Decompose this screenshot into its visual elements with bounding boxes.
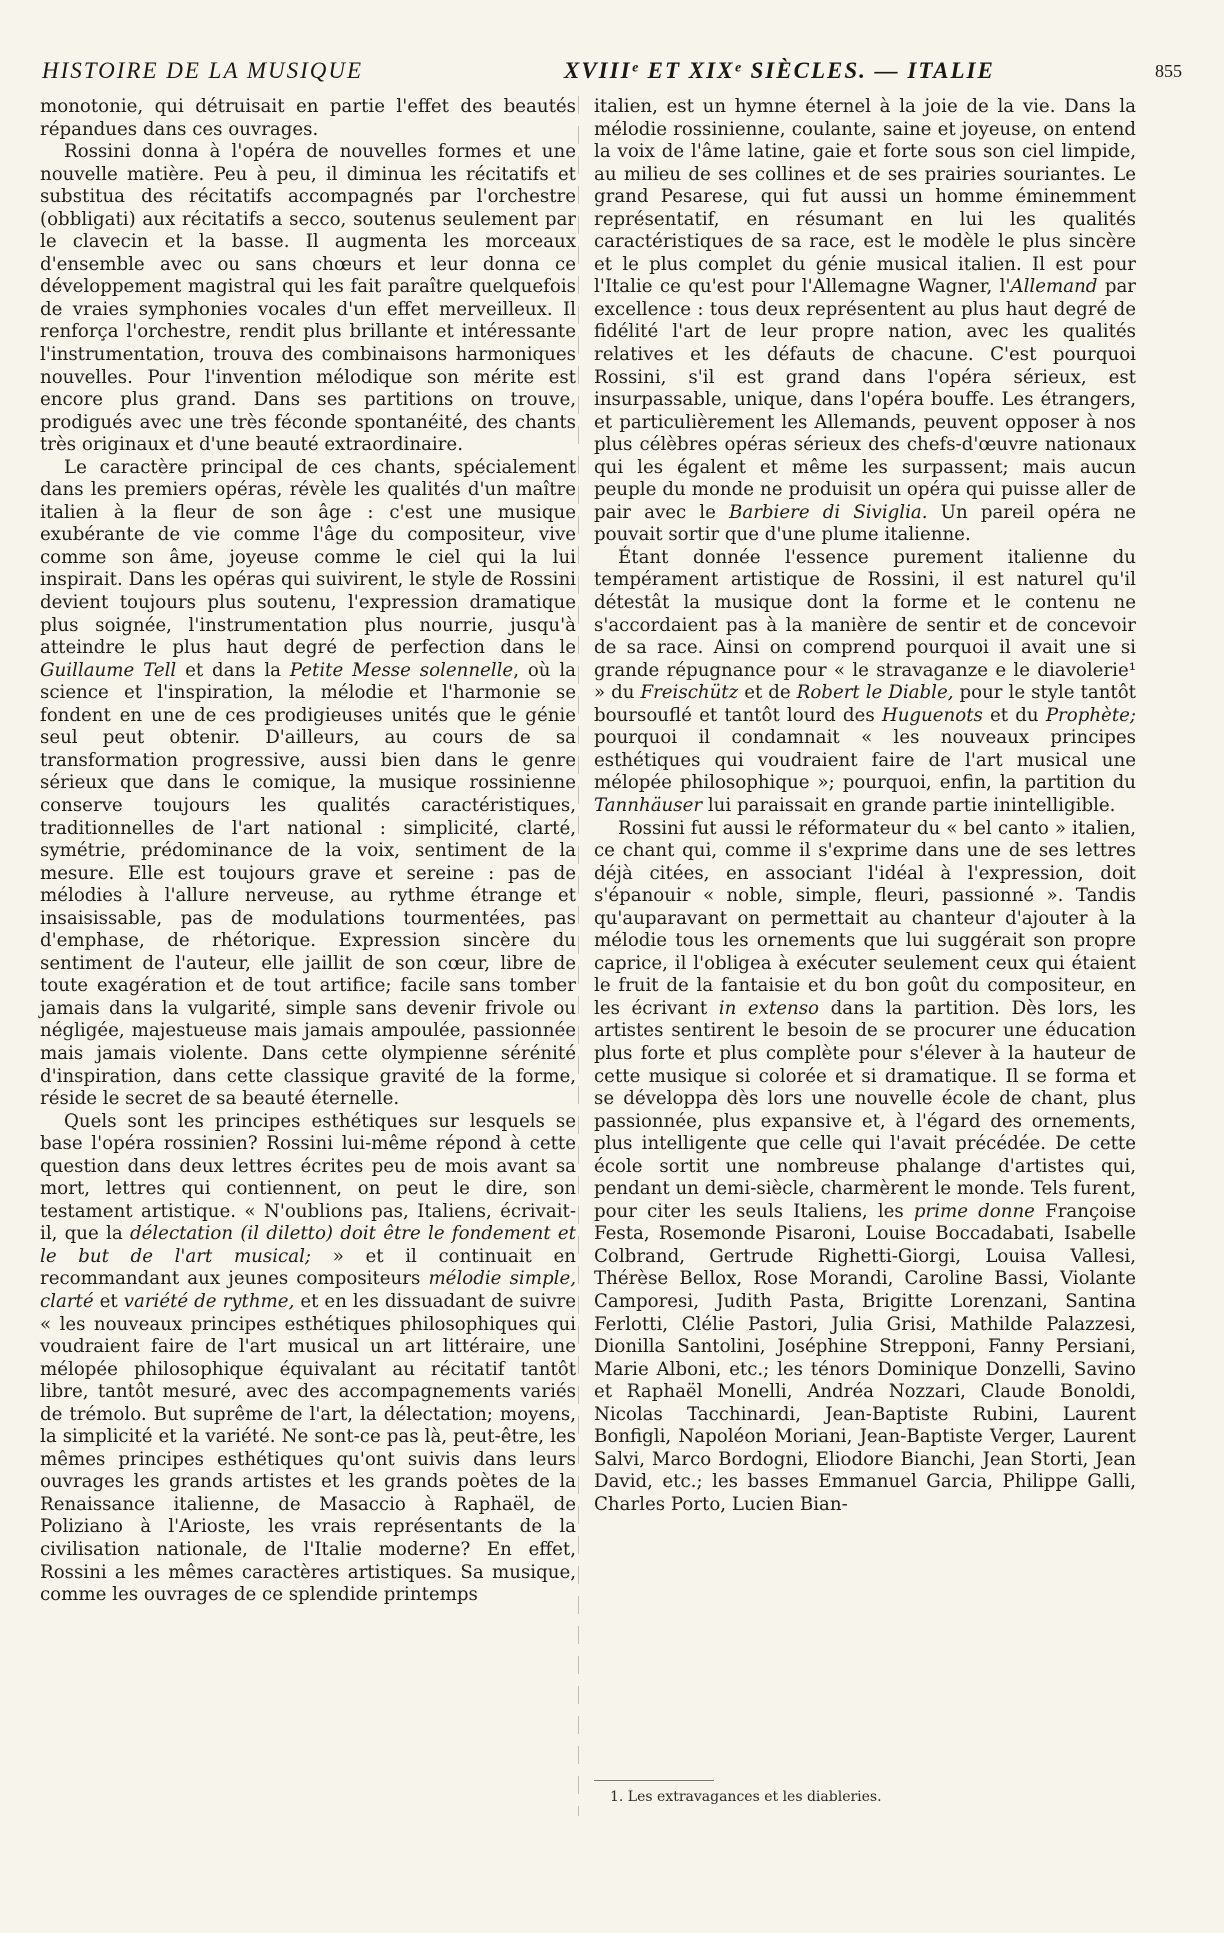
footnote-rule xyxy=(594,1780,714,1781)
paragraph: monotonie, qui détruisait en partie l'effet des beautés répandues dans ces ouvrages. xyxy=(40,96,576,140)
work-title: Barbiere di Siviglia. xyxy=(729,501,928,523)
paragraph: Quels sont les principes esthétiques sur lesquels se base l'opéra rossinien? Rossini lui-même répond à cette question dans deux lettres écrites peu de mois avant sa mort, lettres qui contiennent, on peut le dire, son testament artistique. « N'oublions pas, Italiens, écrivait-il, que la délectation (il diletto) doit être le fondement et le but de l'art musical; » et il continuait en recommandant aux jeunes compositeurs mélodie simple, clarté et variété de rythme, et en les dissuadant de suivre « les nouveaux principes esthétiques philosophiques qui voudraient faire de l'art musical un art littéraire, une mélopée philosophique équivalant au récitatif tantôt libre, tantôt mesuré, avec des accompagnements variés de trémolo. But suprême de l'art, la délectation; moyens, la simplicité et la variété. Ne sont-ce pas là, peut-être, les mêmes principes esthétiques qu'ont suivis dans leurs ouvrages les grands artistes et les grands poètes de la Renaissance italienne, de Masaccio à Raphaël, de Poliziano à l'Arioste, les vrais représentants de la civilisation nationale, de l'Italie moderne? En effet, Rossini a les mêmes caractères artistiques. Sa musique, comme les ouvrages de ce splendide printemps xyxy=(40,1110,577,1606)
page-number: 855 xyxy=(1155,61,1182,81)
work-title: Huguenots xyxy=(881,704,983,726)
work-title: Robert le Diable, xyxy=(796,682,954,704)
paragraph: Le caractère principal de ces chants, spécialement dans les premiers opéras, révèle les qualités d'un maître italien à la fleur de son âge : c'est une musique exubérante de vie comme l'âge du compositeur, vive comme son âme, joyeuse comme le ciel qui la lui inspirait. Dans les opéras qui suivirent, le style de Rossini devient toujours plus soutenu, l'expression dramatique plus soignée, l'instrumentation plus nourrie, jusqu'à atteindre le plus haut degré de perfection dans le Guillaume Tell et dans la Petite Messe solennelle, où la science et l'inspiration, la mélodie et l'harmonie se fondent en une de ces prodigieuses unités que le génie seul peut obtenir. D'ailleurs, au cours de sa transformation progressive, aussi bien dans le genre sérieux que dans le comique, la musique rossinienne conserve toujours les qualités caractéristiques, traditionnelles de l'art national : simplicité, clarté, symétrie, prédominance de la voix, sentiment de la mesure. Elle est toujours grave et sereine : pas de mélodies à l'allure nerveuse, au rythme étrange et insaisissable, pas de modulations tourmentées, pas d'emphase, de rhétorique. Expression sincère du sentiment de l'auteur, elle jaillit de son cœur, libre de toute exagération et de tout artifice; facile sans tomber jamais dans la vulgarité, simple sans devenir frivole ou négligée, majestueuse mais jamais ampoulée, passionnée mais jamais violente. Dans cette olympienne sérénité d'inspiration, dans cette classique gravité de la forme, réside le secret de sa beauté éternelle. xyxy=(40,456,576,1110)
footnote: 1. Les extravagances et les diableries. xyxy=(610,1789,882,1805)
left-column xyxy=(40,96,576,1607)
running-header xyxy=(42,58,1182,88)
work-title: Guillaume Tell xyxy=(40,659,177,681)
header-title: HISTOIRE DE LA MUSIQUE xyxy=(42,58,364,83)
header-section: XVIIIᵉ ET XIXᵉ SIÈCLES. — ITALIE xyxy=(564,58,995,83)
quote-italic: variété de rythme, xyxy=(123,1290,295,1312)
work-title: Tannhäuser xyxy=(594,794,703,816)
paragraph: italien, est un hymne éternel à la joie de la vie. Dans la mélodie rossinienne, coulante, saine et joyeuse, on entend la voix de l'âme latine, gaie et forte sous son ciel limpide, au milieu de ses collines et de ses prairies souriantes. Le grand Pesarese, qui fut aussi un homme éminemment représentatif, en résumant en lui les qualités caractéristiques de sa race, est le modèle le plus sincère et le plus complet du génie musical italien. Il est pour l'Italie ce qu'est pour l'Allemagne Wagner, l'Allemand par excellence : tous deux représentent au plus haut degré de fidélité l'art de leur propre nation, avec les qualités relatives et les défauts de chacune. C'est pourquoi Rossini, s'il est grand dans l'opéra sérieux, est insurpassable, unique, dans l'opéra bouffe. Les étrangers, et particulièrement les Allemands, peuvent opposer à nos plus célèbres opéras sérieux des chefs-d'œuvre nationaux qui les égalent et même les surpassent; mais aucun peuple du monde ne produisit un opéra qui puisse aller de pair avec le Barbiere di Siviglia. Un pareil opéra ne pouvait sortir que d'une plume italienne. xyxy=(594,96,1136,546)
paragraph: Rossini fut aussi le réformateur du « bel canto » italien, ce chant qui, comme il s'exprime dans une de ses lettres déjà citées, en associant l'idéal à l'expression, doit s'épanouir « noble, simple, fleuri, passionné ». Tandis qu'auparavant on permettait au chanteur d'ajouter à la mélodie tous les ornements que lui suggérait son propre caprice, il l'obligea à exécuter seulement ceux qui étaient le fruit de la fantaisie et du bon goût du compositeur, en les écrivant in extenso dans la partition. Dès lors, les artistes sentirent le besoin de se procurer une éducation plus forte et plus complète pour s'élever à la hauteur de cette musique si colorée et si dramatique. Il se forma et se développa dès lors une nouvelle école de chant, plus passionnée, plus expansive et, à l'égard des ornements, plus intelligente que celle qui l'avait précédée. De cette école sortit une nombreuse phalange d'artistes qui, pendant un demi-siècle, charmèrent le monde. Tels furent, pour citer les seuls Italiens, les prime donne Françoise Festa, Rosemonde Pisaroni, Louise Boccadabati, Isabelle Colbrand, Gertrude Righetti-Giorgi, Louisa Vallesi, Thérèse Bellox, Rose Morandi, Caroline Bassi, Violante Camporesi, Judith Pasta, Brigitte Lorenzani, Santina Ferlotti, Clélie Pastori, Julia Grisi, Mathilde Palazzesi, Dionilla Santolini, Joséphine Strepponi, Fanny Persiani, Marie Alboni, etc.; les ténors Dominique Donzelli, Savino et Raphaël Monelli, Andréa Nozzari, Claude Bonoldi, Nicolas Tacchinardi, Jean-Baptiste Rubini, Laurent Bonfigli, Napoléon Moriani, Jean-Baptiste Verger, Laurent Salvi, Marco Bordogni, Eliodore Bianchi, Jean Storti, Jean David, etc.; les basses Emmanuel Garcia, Philippe Galli, Charles Porto, Lucien Bian- xyxy=(594,817,1136,1515)
paragraph: Étant donnée l'essence purement italienne du tempérament artistique de Rossini, il est naturel qu'il détestât la musique dont la forme et le contenu ne s'accordaient pas à la manière de sentir et de concevoir de sa race. Ainsi on comprend pourquoi il avait une si grande répugnance pour « le stravaganze e le diavolerie¹ » du Freischütz et de Robert le Diable, pour le style tantôt boursouflé et tantôt lourd des Huguenots et du Prophète; pourquoi il condamnait « les nouveaux principes esthétiques qui voudraient faire de l'art musical une mélopée philosophique »; pourquoi, enfin, la partition du Tannhäuser lui paraissait en grande partie inintelligible. xyxy=(594,546,1137,816)
work-title: Prophète; xyxy=(1045,704,1137,726)
right-column xyxy=(594,96,1136,1516)
italic-term: in extenso xyxy=(718,997,820,1019)
quote-italic: mélodie simple, clarté xyxy=(40,1268,576,1312)
italic-term: prime donne xyxy=(913,1200,1035,1222)
quote-italic: délectation (il diletto) doit être le fondement et le but de l'art musical; xyxy=(40,1223,576,1267)
italic-term: Allemand xyxy=(1010,276,1098,298)
paragraph: Rossini donna à l'opéra de nouvelles formes et une nouvelle matière. Peu à peu, il diminua les récitatifs et substitua des récitatifs accompagnés par l'orchestre (obbligati) aux récitatifs a secco, soutenus seulement par le clavecin et la basse. Il augmenta les morceaux d'ensemble avec ou sans chœurs et leur donna ce développement magistral qui les fait paraître quelquefois de vraies symphonies vocales d'un effet merveilleux. Il renforça l'orchestre, rendit plus brillante et intéressante l'instrumentation, trouva des combinaisons harmoniques nouvelles. Pour l'invention mélodique son mérite est encore plus grand. Dans ses partitions on trouve, prodigués avec une très féconde spontanéité, des chants très originaux et d'une beauté extraordinaire. xyxy=(40,141,576,456)
column-divider xyxy=(578,96,579,1816)
work-title: Freischütz xyxy=(640,682,739,704)
work-title: Petite Messe solennelle xyxy=(289,659,514,681)
